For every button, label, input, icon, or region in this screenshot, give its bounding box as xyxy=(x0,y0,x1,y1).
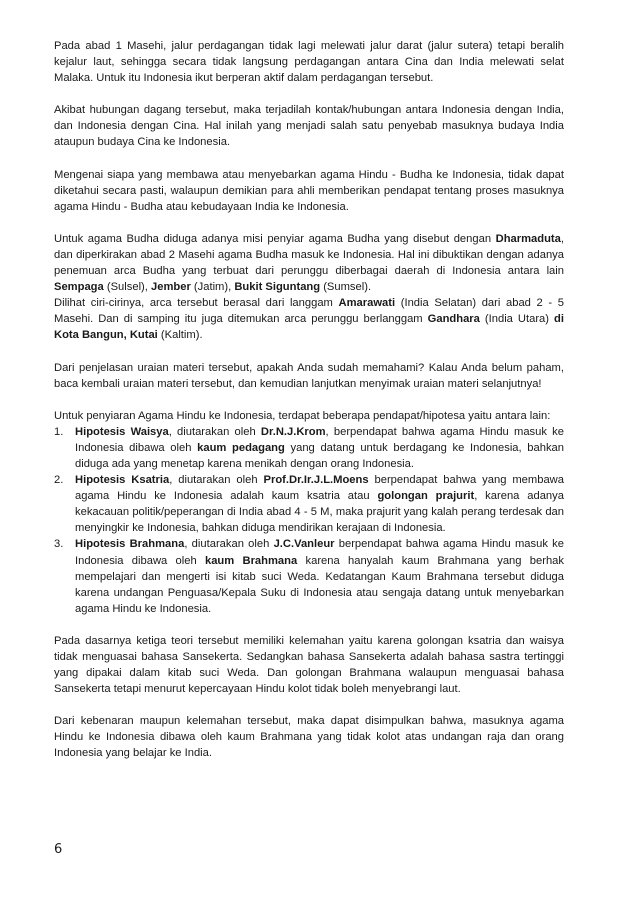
place-bukit-siguntang: Bukit Siguntang xyxy=(234,281,321,294)
term-amarawati: Amarawati xyxy=(338,297,396,310)
hypothesis-name: Hipotesis Brahmana xyxy=(75,538,185,551)
hypothesis-group: kaum pedagang xyxy=(197,441,285,454)
place-kota-bangun: di Kota Bangun, Kutai xyxy=(54,313,564,342)
hypothesis-group: kaum Brahmana xyxy=(204,554,298,567)
paragraph-review-prompt: Dari penjelasan uraian materi tersebut, apakah Anda sudah memahami? Kalau Anda belum paham, baca kembali uraian materi tersebut, dan kemudian lanjutkan menyimak uraian materi selanjutnya! xyxy=(54,361,564,390)
term-dharmaduta: Dharmaduta xyxy=(495,232,561,245)
list-item: 2. Hipotesis Ksatria, diutarakan oleh Prof.Dr.Ir.J.L.Moens berpendapat bahwa yang membawa agama Hindu ke Indonesia adalah kaum ksatria atau golongan prajurit, karena adanya kekacauan politik/peperangan di India abad 4 - 5 M, maka prajurit yang kalah perang terdesak dan menyingkir ke Indonesia, bahkan diduga mendirikan kerajaan di Indonesia. xyxy=(54,474,564,535)
page-body xyxy=(54,38,564,762)
paragraph-conclusion: Dari kebenaran maupun kelemahan tersebut, maka dapat disimpulkan bahwa, masuknya agama Hindu ke Indonesia dibawa oleh kaum Brahmana yang tidak kolot atas undangan raja dan orang Indonesia yang belajar ke India. xyxy=(54,715,564,760)
hypotheses-list xyxy=(54,424,564,617)
paragraph-budha-entry: Untuk agama Budha diduga adanya misi penyiar agama Budha yang disebut dengan Dharmaduta, dan diperkirakan abad 2 Masehi agama Budha masuk ke Indonesia. Hal ini dibuktikan dengan adanya penemuan arca Budha yang terbuat dari perunggu diberbagai daerah di Indonesia antara lain Sempaga (Sulsel), Jember (Jatim), Bukit Siguntang (Sumsel). xyxy=(54,232,564,294)
paragraph-arca-style: Dilihat ciri-cirinya, arca tersebut berasal dari langgam Amarawati (India Selatan) dari abad 2 - 5 Masehi. Dan di samping itu juga ditemukan arca perunggu berlanggam Gandhara (India Utara) di Kota Bangun, Kutai (Kaltim). xyxy=(54,297,564,342)
hypothesis-name: Hipotesis Ksatria xyxy=(75,474,170,487)
hypothesis-name: Hipotesis Waisya xyxy=(75,425,169,438)
paragraph-trade-route: Pada abad 1 Masehi, jalur perdagangan tidak lagi melewati jalur darat (jalur sutera) tetapi beralih kejalur laut, sehingga secara tidak langsung perdagangan antara Cina dan India melewati selat Malaka. Untuk itu Indonesia ikut berperan aktif dalam perdagangan tersebut. xyxy=(54,40,564,85)
place-jember: Jember xyxy=(151,281,191,294)
paragraph-weakness: Pada dasarnya ketiga teori tersebut memiliki kelemahan yaitu karena golongan ksatria dan waisya tidak menguasai bahasa Sansekerta. Sedangkan bahasa Sansekerta adalah bahasa sastra tertinggi yang dipakai dalam kitab suci Weda. Dan golongan Brahmana walaupun menguasai bahasa Sansekerta tetapi menurut kepercayaan Hindu kolot tidak boleh menyebrangi laut. xyxy=(54,634,564,696)
term-gandhara: Gandhara xyxy=(427,313,480,326)
paragraph-spread-uncertain: Mengenai siapa yang membawa atau menyebarkan agama Hindu - Budha ke Indonesia, tidak dapat diketahui secara pasti, walaupun demikian para ahli memberikan pendapat tentang proses masuknya agama Hindu - Budha atau kebudayaan India ke Indonesia. xyxy=(54,168,564,213)
list-item: 1. Hipotesis Waisya, diutarakan oleh Dr.N.J.Krom, berpendapat bahwa agama Hindu masuk ke Indonesia dibawa oleh kaum pedagang yang datang untuk berdagang ke Indonesia, bahkan diduga ada yang menetap karena menikah dengan orang Indonesia. xyxy=(54,425,564,470)
page-number: 6 xyxy=(54,842,63,857)
hypothesis-author: Prof.Dr.Ir.J.L.Moens xyxy=(263,474,369,487)
hypothesis-author: Dr.N.J.Krom xyxy=(260,425,326,438)
list-item: 3. Hipotesis Brahmana, diutarakan oleh J.C.Vanleur berpendapat bahwa agama Hindu masuk ke Indonesia dibawa oleh kaum Brahmana karena hanyalah kaum Brahmana yang berhak mempelajari dan mengerti isi kitab suci Weda. Kedatangan Kaum Brahmana tersebut diduga karena undangan Penguasa/Kepala Suku di Indonesia atau sengaja datang untuk menyebarkan agama Hindu ke Indonesia. xyxy=(54,538,564,615)
hypothesis-group: golongan prajurit xyxy=(377,490,475,503)
place-sempaga: Sempaga xyxy=(54,281,104,294)
paragraph-trade-contact: Akibat hubungan dagang tersebut, maka terjadilah kontak/hubungan antara Indonesia dengan India, dan Indonesia dengan Cina. Hal inilah yang menjadi salah satu penyebab masuknya budaya India ataupun budaya Cina ke Indonesia. xyxy=(54,104,564,149)
hypothesis-author: J.C.Vanleur xyxy=(273,538,335,551)
paragraph-hypotheses-intro: Untuk penyiaran Agama Hindu ke Indonesia, terdapat beberapa pendapat/hipotesa yaitu antara lain: xyxy=(54,409,551,422)
